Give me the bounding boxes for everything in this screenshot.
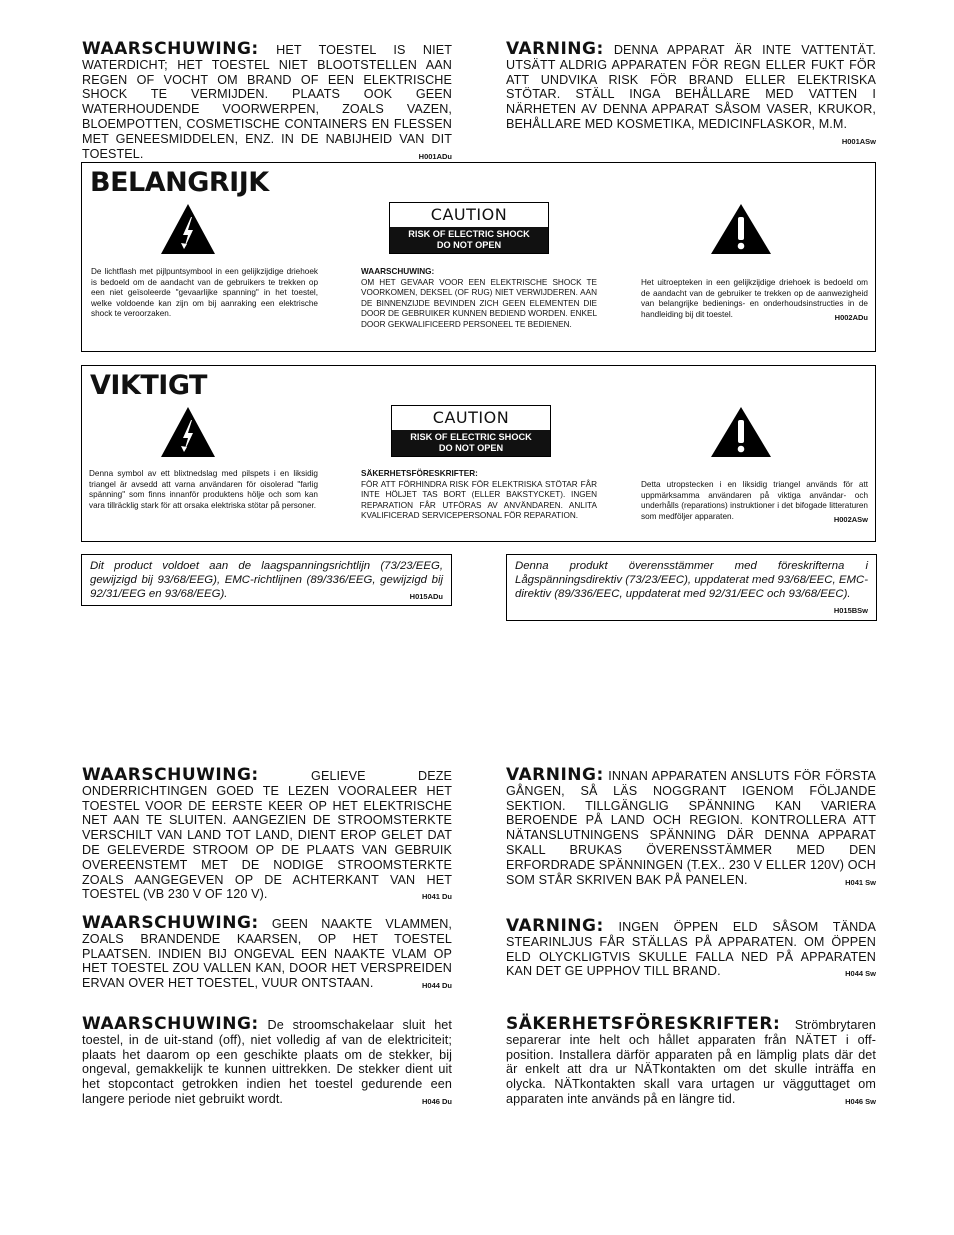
warning-body: OM HET GEVAAR VOOR EEN ELEKTRISCHE SHOCK TE VOORKOMEN, DEKSEL (OF RUG) NIET VERWIJDEREN. AAN DE BINNENZIJDE BEVINDEN ZICH GEEN ELEMENTEN DIE DOOR DE GEBRUIKER KUNNEN BEDIEND WORDEN. ENKEL DOOR GEKWALIFICEERD PERSONEEL TE BEDIENEN. — [361, 277, 597, 329]
warning-lead: VARNING: — [506, 765, 604, 785]
compliance-sv-box — [506, 554, 877, 621]
doc-code: H041 Sw — [845, 877, 876, 887]
exclamation-text: Het uitroepteken in een gelijkzijdige driehoek is bedoeld om de aandacht van de gebruiker te trekken op de aanwezigheid van belangrijke bedienings- en onderhoudsinstructies in de handleiding bij dit toestel. — [641, 278, 868, 319]
switch-warning-sv — [506, 1014, 876, 1110]
doc-code: H001ASw — [841, 136, 876, 146]
warning-text: INGEN ÖPPEN ELD SÅSOM TÄNDA STEARINLJUS FÅR STÄLLAS PÅ APPARATEN. OM ÖPPEN ELD OLYCKLIGTVIS SKULLE FALLA NED PÅ APPARATEN KAN DET GE UPPHOV TILL BRAND. — [506, 920, 876, 979]
compliance-text: Denna produkt överensstämmer med föreskrifterna i Lågspänningsdirektiv (73/23/EEC), uppdaterat med 93/68/EEC, EMC-direktiv (89/336/EEC, uppdaterat med 92/31/EEC och 93/68/EEC). — [515, 560, 868, 600]
warning-text: INNAN APPARATEN ANSLUTS FÖR FÖRSTA GÅNGEN, SÅ LÄS NOGGRANT IGENOM FÖLJANDE SEKTION. TILLGÄNGLIG SPÄNNING KAN VARIERA BEROENDE PÅ LAND OCH REGION. KONTROLLERA ATT NÄTANSLUTNINGENS SPÄNNING DÄR DENNA APPARAT SKALL BRUKAS ÖVERENSSTÄMMER MED DEN ERFORDRADE SPÄNNINGEN (T.EX.. 230 V ELLER 120V) OCH SOM STÅR SKRIVEN BAK PÅ PANELEN. — [506, 769, 876, 887]
caution-subtitle — [390, 227, 548, 253]
doc-code: H044 Sw — [845, 969, 876, 979]
flame-warning-nl — [82, 913, 452, 994]
lightning-warning-icon — [160, 203, 216, 255]
compliance-nl-box — [81, 554, 452, 606]
doc-code: H002ADu — [834, 312, 868, 322]
exclamation-explanation — [641, 480, 868, 525]
caution-line2: DO NOT OPEN — [436, 239, 502, 250]
exclamation-warning-icon — [710, 406, 772, 458]
power-warning-nl — [82, 765, 452, 905]
power-warning-sv — [506, 765, 876, 890]
warning-text: HET TOESTEL IS NIET WATERDICHT; HET TOESTEL NIET BLOOTSTELLEN AAN REGEN OF VOCHT OM BRAND OF EEN ELEKTRISCHE SHOCK TE VERMIJDEN. PLAATS OOK GEEN WATERHOUDENDE VOORWERPEN, ZOALS VAZEN, BLOEMPOTTEN, COSMETISCHE CONTAINERS EN FLESSEN MET GENEESMIDDELEN, ENZ. IN DE NABIJHEID VAN DIT TOESTEL. — [82, 43, 452, 161]
caution-label — [391, 405, 551, 457]
warning-text: GEEN NAAKTE VLAMMEN, ZOALS BRANDENDE KAARSEN, OP HET TOESTEL PLAATSEN. INDIEN BIJ ONGEVAL EEN NAAKTE VLAM OP HET TOESTEL ZOU VALLEN KAN, DOOR HET VERSPREIDEN ERVAN OVER HET TOESTEL, VUUR ONTSTAAN. — [82, 917, 452, 991]
doc-code: H046 Du — [421, 1096, 452, 1106]
doc-code: H041 Du — [421, 892, 452, 902]
warning-lead: WAARSCHUWING: — [82, 1014, 259, 1034]
box-title: BELANGRIJK — [90, 167, 269, 198]
caution-line1: RISK OF ELECTRIC SHOCK — [410, 432, 532, 442]
safety-body: FÖR ATT FÖRHINDRA RISK FÖR ELEKTRISKA STÖTAR FÅR INTE HÖLJET TAS BORT (ELLER BAKSTYCKET). INGEN REPARATION FÅR UTFÖRAS AV ANVÄNDAREN. ANLITA KVALIFICERAD SERVICEPERSONAL FÖR REPARATION. — [361, 479, 597, 521]
caution-line2: DO NOT OPEN — [438, 442, 504, 453]
warning-text: DENNA APPARAT ÄR INTE VATTENTÄT. UTSÄTT ALDRIG APPARATEN FÖR REGN ELLER FUKT FÖR ATT UNDVIKA RISK FÖR BRAND ELLER ELEKTRISKA STÖTAR. STÄLL INGA BEHÅLLARE MED VATTEN I NÄRHETEN AV DENNA APPARAT SÅSOM VASER, KRUKOR, BEHÅLLARE MED KOSMETIKA, MEDICINFLASKOR, M.M. — [506, 43, 876, 131]
warning-lead: SÄKERHETSFÖRESKRIFTER: — [506, 1014, 781, 1034]
warning-lead: VARNING: — [506, 916, 604, 936]
exclamation-explanation — [641, 278, 868, 323]
exclamation-warning-icon — [710, 203, 772, 255]
exclamation-text: Detta utropstecken i en liksidig triangel används för att uppmärksamma användaren på viktiga användar- och underhålls (reparations) instruktioner i det bifogade litteraturen som medföljer apparaten. — [641, 480, 868, 521]
caution-title: CAUTION — [432, 408, 510, 427]
caution-label — [389, 202, 549, 254]
doc-code: H001ADu — [418, 151, 452, 161]
lightning-warning-icon — [160, 406, 216, 458]
doc-code: H044 Du — [421, 981, 452, 991]
caution-title: CAUTION — [430, 205, 508, 224]
caution-subtitle — [392, 430, 550, 456]
compliance-text: Dit product voldoet aan de laagspanningsrichtlijn (73/23/EEG, gewijzigd bij 93/68/EEG), EMC-richtlijnen (89/336/EEG, gewijzigd bij 92/31/EEG en 93/68/EEG). — [90, 560, 443, 600]
warning-lead: WAARSCHUWING: — [82, 765, 259, 785]
top-warning-nl — [82, 39, 452, 164]
belangrijk-box — [81, 162, 876, 352]
warning-lead: VARNING: — [506, 39, 604, 59]
doc-code: H046 Sw — [845, 1096, 876, 1106]
lightning-explanation: Denna symbol av ett blixtnedslag med pilspets i en liksidig triangel är avsedd att varna användaren för oisolerad "farlig spänning" som finns innanför produktens hölje och som kan vara tillräcklig stark för att orsaka elektriska stötar på personer. — [89, 469, 318, 510]
doc-code: H015ADu — [409, 592, 443, 601]
warning-lead: WAARSCHUWING: — [82, 913, 259, 933]
warning-text: GELIEVE DEZE ONDERRICHTINGEN GOED TE LEZEN VOORALEER HET TOESTEL VOOR DE EERSTE KEER OP HET ELEKTRISCHE NET AAN TE SLUITEN. AANGEZIEN DE STROOMSTERKTE VERSCHILT VAN LAND TOT LAND, DIENT EROP GELET DAT DE GELEVERDE STROOM OP DE PLAATS VAN GEBRUIK OVEREENSTEMT MET DE NODIGE STROOMSTERKTE ZOALS AANGEGEVEN OP DE ACHTERKANT VAN HET TOESTEL (VB 230 V OF 120 V). — [82, 769, 452, 902]
warning-text: De stroomschakelaar sluit het toestel, in de uit-stand (off), niet volledig af van de elektriciteit; plaats het daarom op een geschikte plaats om de stekker, bij ongeval, gemakkelijk te kunnen uittrekken. De stekker dient uit het stopcontact getrokken indien het toestel gedurende een langere periode niet gebruikt wordt. — [82, 1018, 452, 1106]
box-title: VIKTIGT — [90, 370, 207, 401]
warning-text: Strömbrytaren separerar inte helt och hållet apparaten från NÄTET i off-position. Installera därför apparaten på en lämplig plats där det är enkelt att dra ur NÄTkontakten om det skulle inträffa en olycka. NÄTkontakten skall vara urtagen ur vägguttaget om apparaten inte används på en längre tid. — [506, 1018, 876, 1106]
lightning-explanation: De lichtflash met pijlpuntsymbool in een gelijkzijdige driehoek is bedoeld om de aandacht van de gebruikers te trekken op een niet geïsoleerde "gevaarlijke spanning" in het toestel, welke voldoende kan zijn om bij aanraking een elektrische shock te veroorzaken. — [91, 267, 318, 319]
caution-line1: RISK OF ELECTRIC SHOCK — [408, 229, 530, 239]
warning-explanation — [361, 267, 597, 331]
switch-warning-nl — [82, 1014, 452, 1110]
top-warning-sv — [506, 39, 876, 150]
safety-head: SÄKERHETSFÖRESKRIFTER: — [361, 469, 478, 478]
viktigt-box — [81, 365, 876, 542]
warning-head: WAARSCHUWING: — [361, 267, 435, 276]
doc-code: H002ASw — [833, 514, 868, 524]
warning-lead: WAARSCHUWING: — [82, 39, 259, 59]
flame-warning-sv — [506, 916, 876, 982]
safety-explanation — [361, 469, 597, 522]
doc-code: H015BSw — [833, 606, 868, 615]
